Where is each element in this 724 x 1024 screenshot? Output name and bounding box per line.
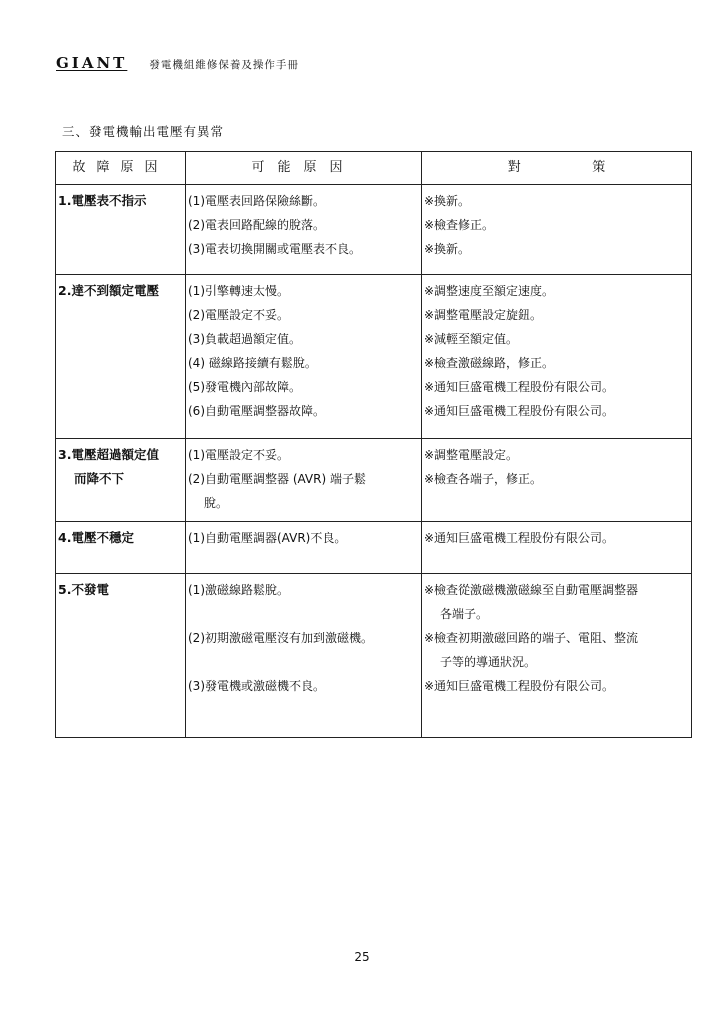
cause-item: (3)負載超過額定值。	[188, 332, 301, 346]
cause-cell	[186, 522, 422, 574]
fault-name-cont: 而降不下	[74, 471, 125, 486]
action-item: ※檢查修正。	[424, 218, 495, 232]
header-action	[422, 152, 692, 185]
table-row	[56, 185, 692, 275]
fault-name: 4.電壓不穩定	[58, 530, 134, 545]
cause-spacer	[188, 650, 419, 674]
cause-item: (6)自動電壓調整器故障。	[188, 404, 325, 418]
fault-cell	[56, 522, 186, 574]
action-item-cont: 各端子。	[440, 607, 489, 621]
fault-cell	[56, 574, 186, 738]
action-item: ※檢查激磁線路，修正。	[424, 356, 555, 370]
header-cause: 可能原因	[186, 152, 422, 185]
section-title: 三、發電機輸出電壓有異常	[62, 124, 225, 139]
table-header-row	[56, 152, 692, 185]
table-row	[56, 275, 692, 439]
header-fault: 故障原因	[56, 152, 186, 185]
action-cell	[422, 522, 692, 574]
brand-logo-text: GIANT	[56, 54, 128, 72]
fault-name: 5.不發電	[58, 582, 109, 597]
troubleshooting-table	[55, 151, 692, 738]
cause-item: (1)電壓表回路保險絲斷。	[188, 194, 325, 208]
manual-title: 發電機組維修保養及操作手冊	[149, 59, 299, 71]
action-cell	[422, 574, 692, 738]
fault-name: 1.電壓表不指示	[58, 193, 147, 208]
page-number: 25	[354, 950, 370, 964]
fault-cell	[56, 275, 186, 439]
cause-cell	[186, 439, 422, 522]
cause-item: (1)自動電壓調器(AVR)不良。	[188, 531, 347, 545]
cause-cell	[186, 185, 422, 275]
fault-cell	[56, 439, 186, 522]
action-item: ※換新。	[424, 194, 471, 208]
fault-name: 2.達不到額定電壓	[58, 283, 159, 298]
action-cell	[422, 439, 692, 522]
cause-item: (1)激磁線路鬆脫。	[188, 583, 289, 597]
cause-item-cont: 脫。	[204, 496, 229, 510]
action-item: ※減輕至額定值。	[424, 332, 519, 346]
cause-item: (2)電表回路配線的脫落。	[188, 218, 325, 232]
cause-spacer	[188, 602, 419, 626]
fault-name: 3.電壓超過額定值	[58, 447, 159, 462]
cause-cell	[186, 574, 422, 738]
cause-item: (2)初期激磁電壓沒有加到激磁機。	[188, 631, 373, 645]
cause-item: (2)自動電壓調整器 (AVR) 端子鬆	[188, 472, 366, 486]
cause-cell	[186, 275, 422, 439]
table-row	[56, 439, 692, 522]
action-item: ※調整電壓設定。	[424, 448, 519, 462]
action-item: ※通知巨盛電機工程股份有限公司。	[424, 531, 615, 545]
action-item: ※通知巨盛電機工程股份有限公司。	[424, 679, 615, 693]
cause-item: (4) 磁線路接續有鬆脫。	[188, 356, 317, 370]
cause-item: (1)引擎轉速太慢。	[188, 284, 289, 298]
action-item: ※通知巨盛電機工程股份有限公司。	[424, 380, 615, 394]
cause-item: (2)電壓設定不妥。	[188, 308, 289, 322]
action-item: ※檢查各端子，修正。	[424, 472, 543, 486]
action-item-cont: 子等的導通狀況。	[440, 655, 537, 669]
action-item: ※檢查初期激磁回路的端子、電阻、整流	[424, 631, 639, 645]
action-item: ※換新。	[424, 242, 471, 256]
header-action-char-1: 對	[507, 160, 521, 175]
action-item: ※調整電壓設定旋鈕。	[424, 308, 543, 322]
header-action-char-2: 策	[592, 160, 606, 175]
action-item: ※檢查從激磁機激磁線至自動電壓調整器	[424, 583, 639, 597]
cause-item: (3)發電機或激磁機不良。	[188, 679, 325, 693]
action-cell	[422, 275, 692, 439]
cause-item: (5)發電機內部故障。	[188, 380, 301, 394]
action-item: ※通知巨盛電機工程股份有限公司。	[424, 404, 615, 418]
table-row	[56, 574, 692, 738]
action-item: ※調整速度至額定速度。	[424, 284, 555, 298]
action-cell	[422, 185, 692, 275]
cause-item: (3)電表切換開關或電壓表不良。	[188, 242, 361, 256]
fault-cell	[56, 185, 186, 275]
cause-item: (1)電壓設定不妥。	[188, 448, 289, 462]
page-header	[56, 54, 299, 72]
table-row	[56, 522, 692, 574]
